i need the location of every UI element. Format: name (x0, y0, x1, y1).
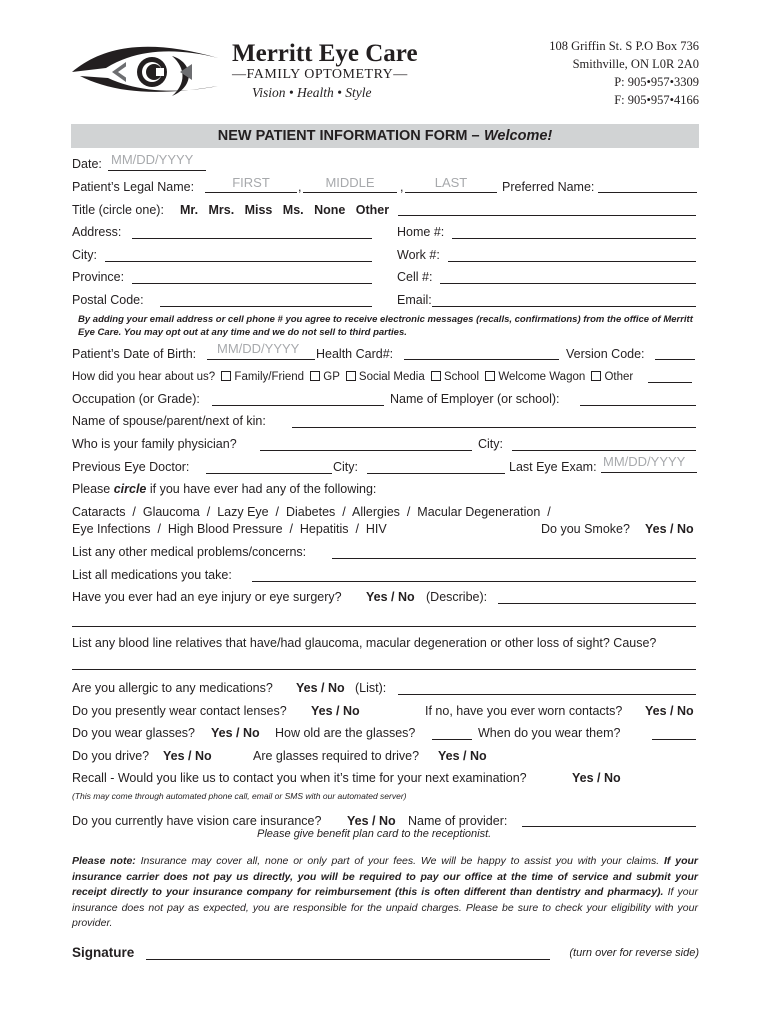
employer-label: Name of Employer (or school): (390, 392, 560, 406)
date-placeholder: MM/DD/YYYY (111, 152, 194, 167)
medications-label: List all medications you take: (72, 568, 232, 582)
circle-prefix: Please (72, 482, 111, 496)
work-phone-field[interactable] (448, 261, 696, 262)
conditions-line-2[interactable]: Eye Infections / High Blood Pressure / Hepatitis / HIV (72, 522, 387, 536)
email-field[interactable] (432, 306, 696, 307)
eye-injury-extra-line[interactable] (72, 626, 696, 627)
glasses-drive-label: Are glasses required to drive? (253, 749, 420, 763)
spouse-label: Name of spouse/parent/next of kin: (72, 414, 266, 428)
allergies-list-field[interactable] (398, 694, 696, 695)
provider-field[interactable] (522, 826, 696, 827)
insurance-label: Do you currently have vision care insurance? (72, 814, 322, 828)
dob-label: Patient’s Date of Birth: (72, 347, 197, 361)
version-code-field[interactable] (655, 359, 695, 360)
recall-note: (This may come through automated phone call, email or SMS with our automated server) (72, 791, 407, 801)
glasses-age-field[interactable] (432, 739, 472, 740)
drive-label: Do you drive? (72, 749, 150, 763)
option-school: School (443, 371, 480, 383)
hear-about-row (72, 370, 633, 385)
legal-name-label: Patient’s Legal Name: (72, 180, 195, 194)
glasses-drive-yes-no[interactable]: Yes / No (438, 749, 487, 763)
form-title-bar (71, 124, 699, 148)
glasses-yes-no[interactable]: Yes / No (211, 726, 260, 740)
city-field[interactable] (105, 261, 372, 262)
practice-subtitle: —FAMILY OPTOMETRY— (232, 67, 408, 82)
checkbox-gp[interactable] (310, 371, 320, 381)
signature-field[interactable] (146, 959, 550, 960)
cell-phone-field[interactable] (440, 283, 696, 284)
comma-separator: , (400, 180, 404, 194)
date-label: Date: (72, 157, 102, 171)
hear-about-label: How did you hear about us? (72, 371, 216, 383)
blood-relatives-field[interactable] (72, 669, 696, 670)
physician-field[interactable] (260, 450, 472, 451)
option-family-friend: Family/Friend (234, 371, 305, 383)
health-card-field[interactable] (404, 359, 559, 360)
medical-problems-field[interactable] (332, 558, 696, 559)
address-field[interactable] (132, 238, 372, 239)
physician-city-label: City: (478, 437, 503, 451)
spouse-field[interactable] (292, 427, 696, 428)
postal-code-label: Postal Code: (72, 293, 144, 307)
practice-name: Merritt Eye Care (232, 40, 418, 67)
checkbox-school[interactable] (431, 371, 441, 381)
checkbox-social-media[interactable] (346, 371, 356, 381)
hear-other-field[interactable] (648, 382, 692, 383)
eye-injury-describe-field[interactable] (498, 603, 696, 604)
form-title-welcome: Welcome! (484, 128, 553, 144)
last-name-field[interactable] (405, 174, 497, 193)
please-note-text-1: Insurance may cover all, none or only part of your fees. We will be happy to assist you with your claims. (140, 855, 660, 867)
last-exam-field[interactable] (601, 454, 697, 473)
title-other-field[interactable] (398, 215, 696, 216)
please-note-text-2: If your insurance does not pay as expected, you are responsible for the unpaid charges. Please be sure to check your eligibility with your provider. (72, 886, 698, 929)
email-label: Email: (397, 293, 432, 307)
cell-phone-label: Cell #: (397, 270, 433, 284)
when-wear-field[interactable] (652, 739, 696, 740)
last-placeholder: LAST (434, 175, 468, 190)
employer-field[interactable] (580, 405, 696, 406)
medical-problems-label: List any other medical problems/concerns: (72, 545, 307, 559)
consent-note: By adding your email address or cell phone # you agree to receive electronic messages (recalls, confirmations) from the office of Merritt Eye Care. You may opt out at any time and we do not sell to third parties. (78, 314, 693, 338)
physician-label: Who is your family physician? (72, 437, 237, 451)
recall-yes-no[interactable]: Yes / No (572, 771, 621, 785)
provider-label: Name of provider: (408, 814, 508, 828)
option-gp: GP (323, 371, 340, 383)
practice-tagline: Vision • Health • Style (252, 85, 372, 100)
benefit-note: Please give benefit plan card to the receptionist. (257, 828, 492, 840)
please-note-label: Please note: (72, 855, 136, 867)
recall-label: Recall - Would you like us to contact you when it’s time for your next examination? (72, 771, 527, 785)
prev-city-field[interactable] (367, 473, 505, 474)
postal-code-field[interactable] (160, 306, 372, 307)
prev-city-label: City: (333, 460, 358, 474)
smoke-label: Do you Smoke? (541, 522, 630, 536)
drive-yes-no[interactable]: Yes / No (163, 749, 212, 763)
middle-placeholder: MIDDLE (325, 175, 375, 190)
contacts-label: Do you presently wear contact lenses? (72, 704, 287, 718)
physician-city-field[interactable] (512, 450, 696, 451)
eye-injury-yes-no[interactable]: Yes / No (366, 590, 415, 604)
allergic-yes-no[interactable]: Yes / No (296, 681, 345, 695)
checkbox-other[interactable] (591, 371, 601, 381)
address-line-1: 108 Griffin St. S P.O Box 736 (549, 39, 699, 53)
title-circle-label: Title (circle one): (72, 203, 164, 217)
form-title: NEW PATIENT INFORMATION FORM – (217, 128, 480, 144)
fax-number: F: 905•957•4166 (614, 93, 699, 107)
glasses-label: Do you wear glasses? (72, 726, 195, 740)
checkbox-family-friend[interactable] (221, 371, 231, 381)
home-phone-field[interactable] (452, 238, 696, 239)
dob-placeholder: MM/DD/YYYY (217, 341, 300, 356)
title-options[interactable]: Mr. Mrs. Miss Ms. None Other (180, 203, 390, 217)
address-label: Address: (72, 225, 122, 239)
circle-word: circle (113, 482, 147, 496)
preferred-name-field[interactable] (598, 192, 697, 193)
comma-separator: , (298, 180, 302, 194)
circle-suffix: if you have ever had any of the following: (149, 482, 377, 496)
address-line-2: Smithville, ON L0R 2A0 (572, 57, 699, 71)
turn-over-note: (turn over for reverse side) (569, 947, 699, 959)
dob-field[interactable] (207, 341, 315, 360)
occupation-label: Occupation (or Grade): (72, 392, 200, 406)
preferred-name-label: Preferred Name: (502, 180, 595, 194)
eye-logo-icon (68, 34, 228, 114)
occupation-field[interactable] (212, 405, 384, 406)
when-wear-label: When do you wear them? (478, 726, 621, 740)
insurance-yes-no[interactable]: Yes / No (347, 814, 396, 828)
first-placeholder: FIRST (232, 175, 270, 190)
last-exam-label: Last Eye Exam: (509, 460, 597, 474)
middle-name-field[interactable] (303, 174, 397, 193)
province-label: Province: (72, 270, 125, 284)
worn-contacts-yes-no[interactable]: Yes / No (645, 704, 694, 718)
allergic-label: Are you allergic to any medications? (72, 681, 273, 695)
prev-doctor-label: Previous Eye Doctor: (72, 460, 190, 474)
logo (68, 34, 228, 114)
medications-field[interactable] (252, 581, 696, 582)
insurance-disclaimer (72, 854, 698, 932)
please-note-bold: If your insurance carrier does not pay us directly, you will be required to pay our office at the time of service and submit your receipt directly to your insurance company for reimbursement (this is often different than dentistry and pharmacy). (72, 855, 699, 898)
health-card-label: Health Card#: (316, 347, 394, 361)
work-phone-label: Work #: (397, 248, 440, 262)
worn-contacts-label: If no, have you ever worn contacts? (425, 704, 623, 718)
describe-label: (Describe): (426, 590, 488, 604)
option-welcome-wagon: Welcome Wagon (498, 371, 586, 383)
prev-doctor-field[interactable] (206, 473, 332, 474)
eye-injury-label: Have you ever had an eye injury or eye surgery? (72, 590, 342, 604)
glasses-age-label: How old are the glasses? (275, 726, 416, 740)
version-code-label: Version Code: (566, 347, 645, 361)
conditions-line-1[interactable]: Cataracts / Glaucoma / Lazy Eye / Diabetes / Allergies / Macular Degeneration / (72, 505, 551, 519)
province-field[interactable] (132, 283, 372, 284)
first-name-field[interactable] (205, 174, 297, 193)
smoke-yes-no[interactable]: Yes / No (645, 522, 694, 536)
city-label: City: (72, 248, 97, 262)
last-exam-placeholder: MM/DD/YYYY (603, 454, 686, 469)
blood-relatives-label: List any blood line relatives that have/had glaucoma, macular degeneration or other loss of sight? Cause? (72, 636, 657, 650)
checkbox-welcome-wagon[interactable] (485, 371, 495, 381)
home-phone-label: Home #: (397, 225, 445, 239)
option-other: Other (604, 371, 634, 383)
contacts-yes-no[interactable]: Yes / No (311, 704, 360, 718)
phone-number: P: 905•957•3309 (614, 75, 699, 89)
date-field[interactable] (108, 152, 206, 171)
circle-instruction (72, 482, 376, 497)
signature-label: Signature (72, 945, 135, 960)
option-social-media: Social Media (358, 371, 425, 383)
list-label: (List): (355, 681, 387, 695)
